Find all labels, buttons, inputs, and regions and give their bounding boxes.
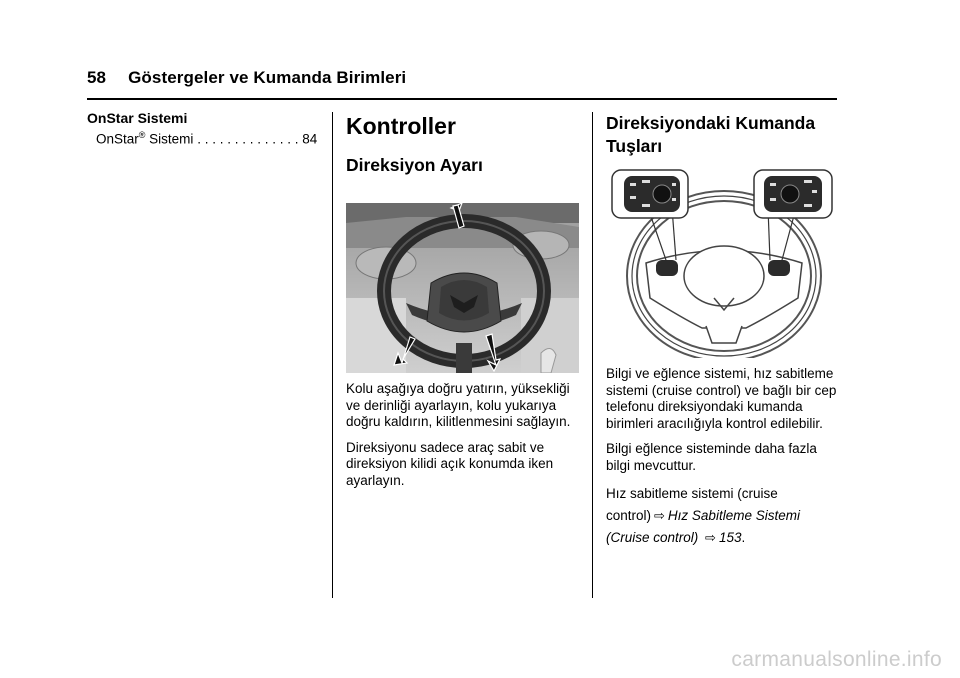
sentence-end: . xyxy=(741,530,746,545)
column-3 xyxy=(606,108,841,558)
toc-label-rest: Sistemi xyxy=(145,131,194,147)
steering-paragraph-2: Direksiyonu sadece araç sabit ve direksiyon kilidi açık konumda iken ayarlayın. xyxy=(346,439,554,488)
steering-controls-illustration xyxy=(606,168,838,358)
controls-paragraph-1: Bilgi ve eğlence sistemi, hız sabitleme sistemi (cruise control) ve bağlı bir cep telefonu direksiyondaki kumanda birimleri aracılığıyla kontrol edilebilir. xyxy=(606,366,837,431)
controls-paragraph-3 xyxy=(606,483,841,549)
registered-mark: ® xyxy=(138,130,146,140)
reference-arrow-icon: ⇨ xyxy=(654,508,665,523)
kontroller-heading: Kontroller xyxy=(346,113,456,139)
kumanda-heading-line1: Direksiyondaki Kumanda xyxy=(606,113,816,133)
page-header xyxy=(87,68,406,88)
page-ref-arrow-icon: ⇨ xyxy=(705,530,716,545)
cruise-text-prefix: control) xyxy=(606,508,652,523)
steering-paragraph-1: Kolu aşağıya doğru yatırın, yüksekliği ve derinliği ayarlayın, kolu yukarıya doğru kaldırın, kilitlenmesini sağlayın. xyxy=(346,381,571,429)
toc-dot-leader: . . . . . . . . . . . . . . xyxy=(193,131,303,147)
watermark: carmanualsonline.info xyxy=(731,648,942,671)
steering-adjust-illustration xyxy=(346,203,579,373)
page-number: 58 xyxy=(87,68,107,87)
onstar-subheading: OnStar Sistemi xyxy=(87,110,188,126)
header-rule xyxy=(87,98,837,100)
column-2 xyxy=(346,108,581,498)
toc-page: 84 xyxy=(302,131,318,147)
controls-paragraph-2: Bilgi eğlence sisteminde daha fazla bilgi mevcuttur. xyxy=(606,441,817,473)
column-divider-1 xyxy=(332,112,333,598)
kumanda-heading-line2: Tuşları xyxy=(606,136,663,156)
toc-entry-onstar[interactable] xyxy=(87,127,322,148)
toc-label: OnStar xyxy=(96,131,139,147)
section-title: Göstergeler ve Kumanda Birimleri xyxy=(128,68,407,87)
cruise-control-link[interactable]: Hız Sabitleme Sistemi (Cruise control) xyxy=(606,508,800,545)
column-divider-2 xyxy=(592,112,593,598)
direksiyon-ayari-heading: Direksiyon Ayarı xyxy=(346,155,483,175)
cruise-text-line1: Hız sabitleme sistemi (cruise xyxy=(606,486,778,501)
cruise-control-page[interactable]: 153 xyxy=(718,530,742,545)
column-1 xyxy=(87,110,322,148)
